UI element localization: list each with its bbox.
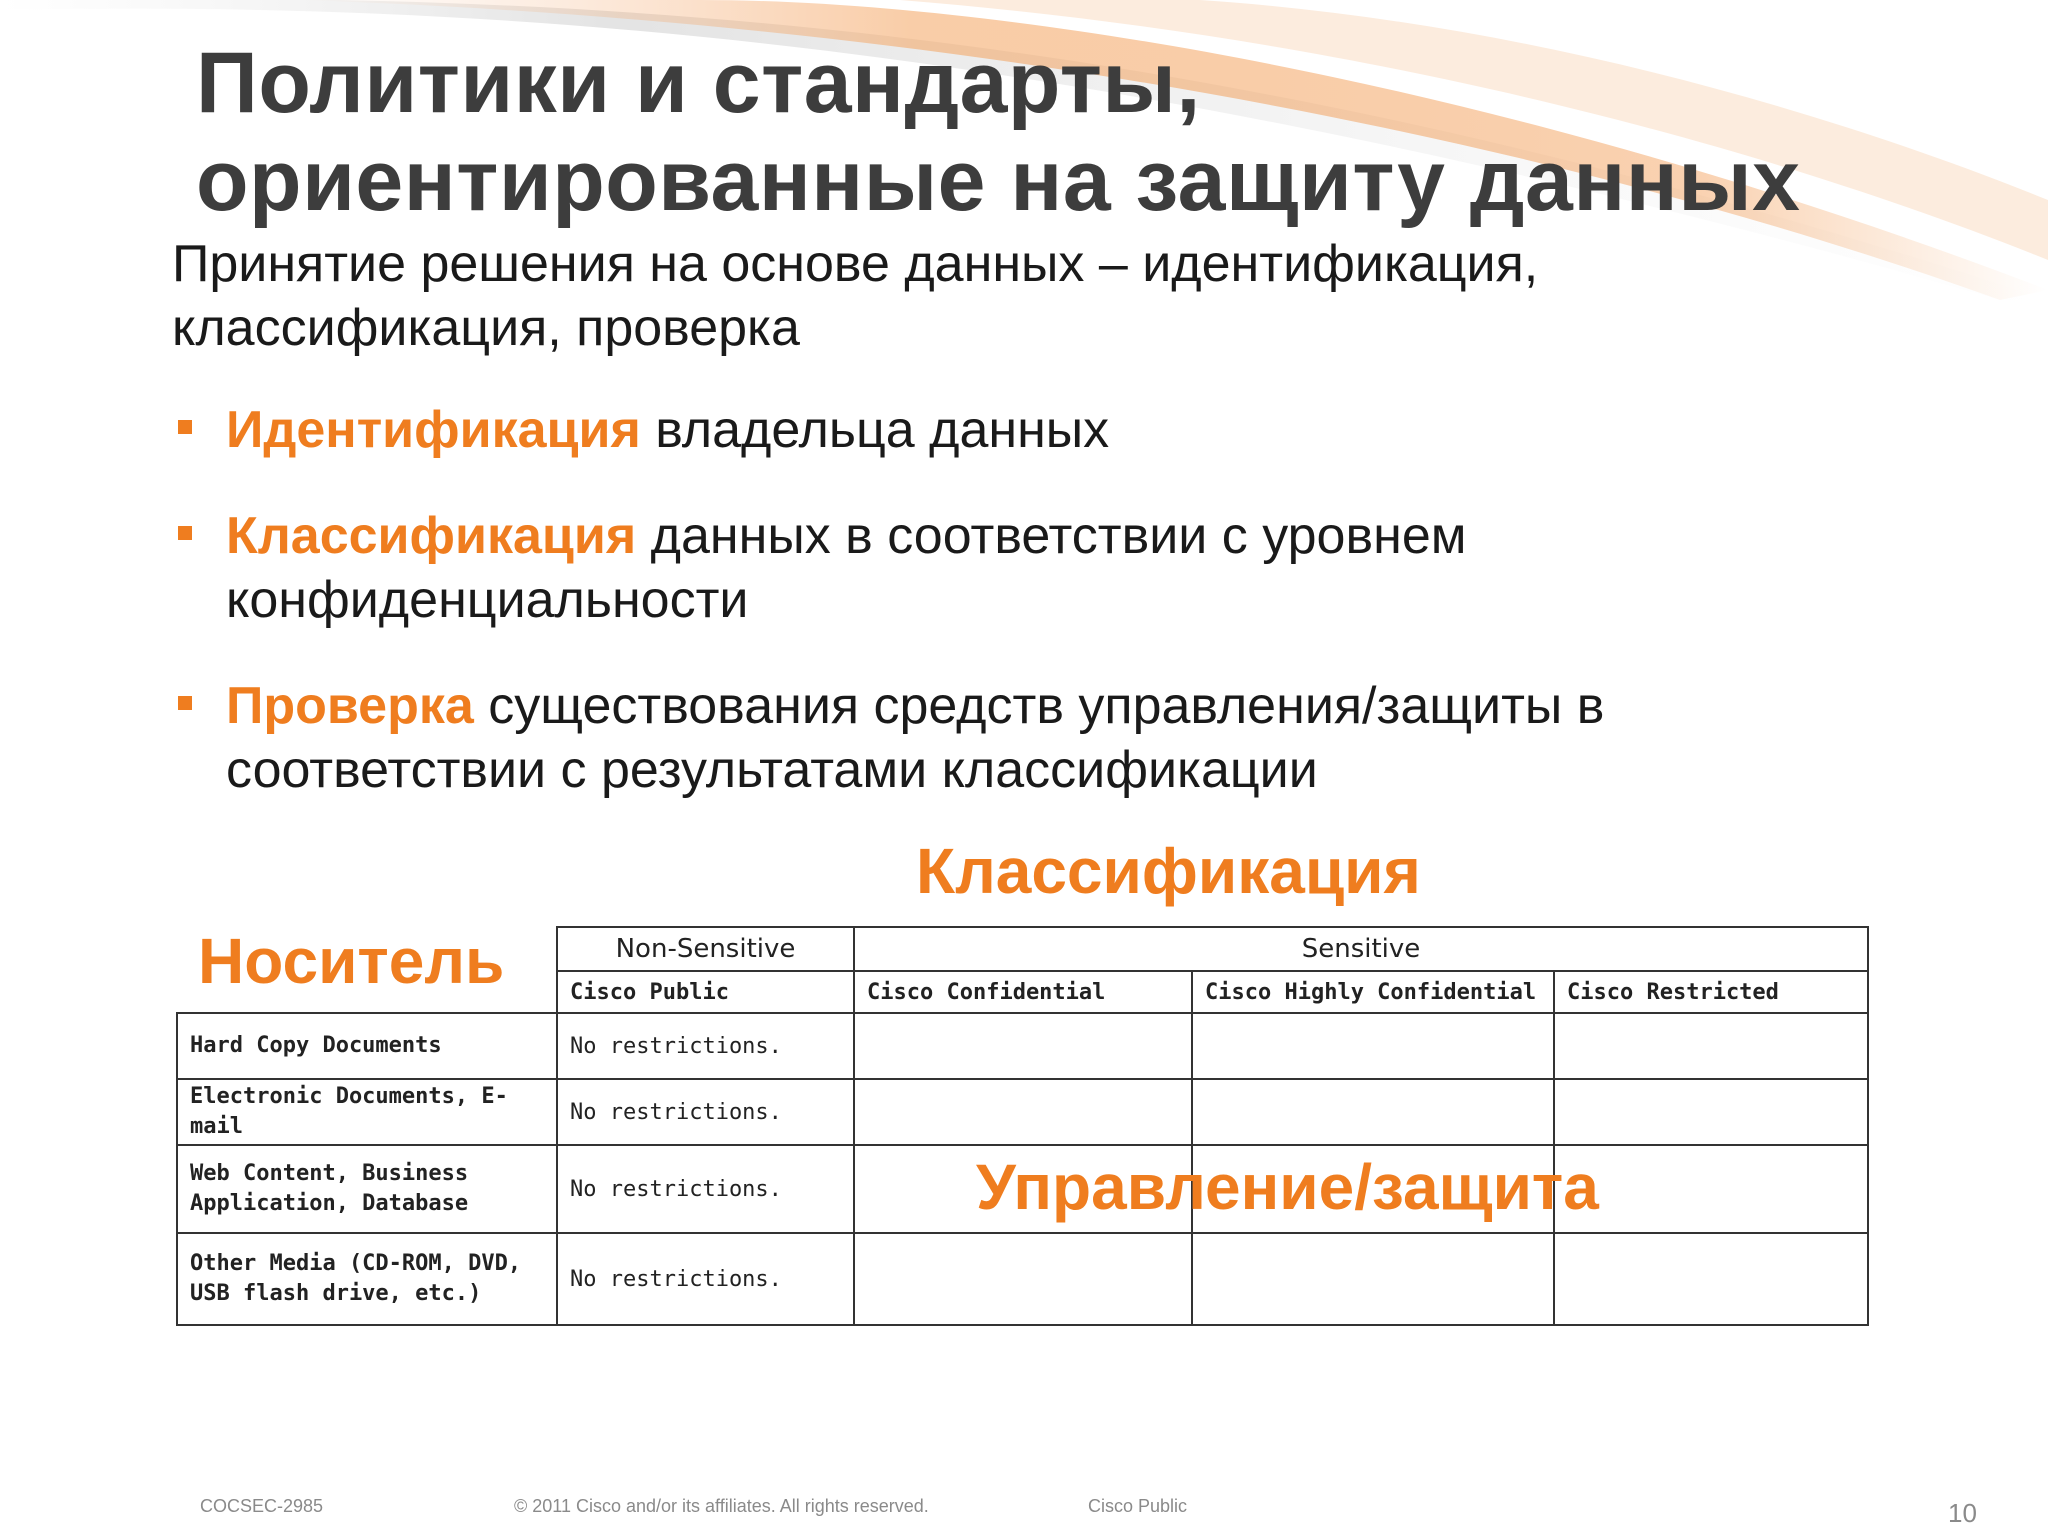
bullet-text: данных в соответствии с уровнем конфиденциальности xyxy=(226,507,1467,629)
bullet-highlight: Проверка xyxy=(226,677,474,735)
cell-empty xyxy=(1554,1145,1868,1233)
cell-empty xyxy=(1192,1079,1554,1145)
row-header: Electronic Documents, E-mail xyxy=(177,1079,557,1145)
bullet-item-verification xyxy=(174,674,1874,802)
bullet-item-identification xyxy=(174,398,1874,462)
column-header-cisco-restricted: Cisco Restricted xyxy=(1554,971,1868,1013)
cell-public: No restrictions. xyxy=(557,1013,854,1079)
table-group-header-row xyxy=(177,927,1868,971)
cell-public: No restrictions. xyxy=(557,1233,854,1325)
bullet-square-icon xyxy=(178,420,192,434)
footer-classification: Cisco Public xyxy=(1088,1496,1188,1516)
bullet-list xyxy=(174,398,1874,844)
cell-empty xyxy=(1554,1013,1868,1079)
group-header-sensitive: Sensitive xyxy=(854,927,1868,971)
slide-title xyxy=(196,34,1800,230)
classification-matrix-table xyxy=(176,926,1869,1326)
slide-subtitle-line2: классификация, проверка xyxy=(172,299,800,357)
cell-empty xyxy=(854,1079,1192,1145)
row-header: Web Content, Business Application, Database xyxy=(177,1145,557,1233)
cell-public: No restrictions. xyxy=(557,1079,854,1145)
footer-copyright: © 2011 Cisco and/or its affiliates. All rights reserved. xyxy=(514,1496,929,1516)
row-header: Other Media (CD-ROM, DVD, USB flash drive, etc.) xyxy=(177,1233,557,1325)
cell-empty xyxy=(854,1233,1192,1325)
slide-subtitle xyxy=(172,232,1538,360)
cell-empty xyxy=(1554,1233,1868,1325)
classification-label: Классификация xyxy=(916,835,1421,907)
column-header-cisco-confidential: Cisco Confidential xyxy=(854,971,1192,1013)
control-protection-label: Управление/защита xyxy=(976,1151,1599,1223)
column-header-cisco-public: Cisco Public xyxy=(557,971,854,1013)
bullet-square-icon xyxy=(178,526,192,540)
cell-public: No restrictions. xyxy=(557,1145,854,1233)
column-header-cisco-highly-confidential: Cisco Highly Confidential xyxy=(1192,971,1554,1013)
bullet-text: существования средств управления/защиты в соответствии с результатами классификации xyxy=(226,677,1605,799)
footer-document-code: COCSEC-2985 xyxy=(200,1496,324,1516)
slide-title-line2: ориентированные на защиту данных xyxy=(196,133,1801,229)
cell-empty xyxy=(1192,1013,1554,1079)
group-header-non-sensitive: Non-Sensitive xyxy=(557,927,854,971)
carrier-label: Носитель xyxy=(198,925,505,997)
cell-empty xyxy=(1554,1079,1868,1145)
slide-subtitle-line1: Принятие решения на основе данных – идентификация, xyxy=(172,235,1539,293)
table-row xyxy=(177,1079,1868,1145)
bullet-square-icon xyxy=(178,696,192,710)
cell-empty xyxy=(1192,1233,1554,1325)
bullet-highlight: Идентификация xyxy=(226,401,641,459)
slide-title-line1: Политики и стандарты, xyxy=(196,35,1201,131)
row-header: Hard Copy Documents xyxy=(177,1013,557,1079)
bullet-item-classification xyxy=(174,504,1874,632)
bullet-highlight: Классификация xyxy=(226,507,637,565)
page-number: 10 xyxy=(1948,1498,1977,1528)
bullet-text: владельца данных xyxy=(640,401,1110,459)
table-row xyxy=(177,1233,1868,1325)
cell-empty xyxy=(854,1013,1192,1079)
table-row xyxy=(177,1013,1868,1079)
table-corner-cell xyxy=(177,927,557,1013)
